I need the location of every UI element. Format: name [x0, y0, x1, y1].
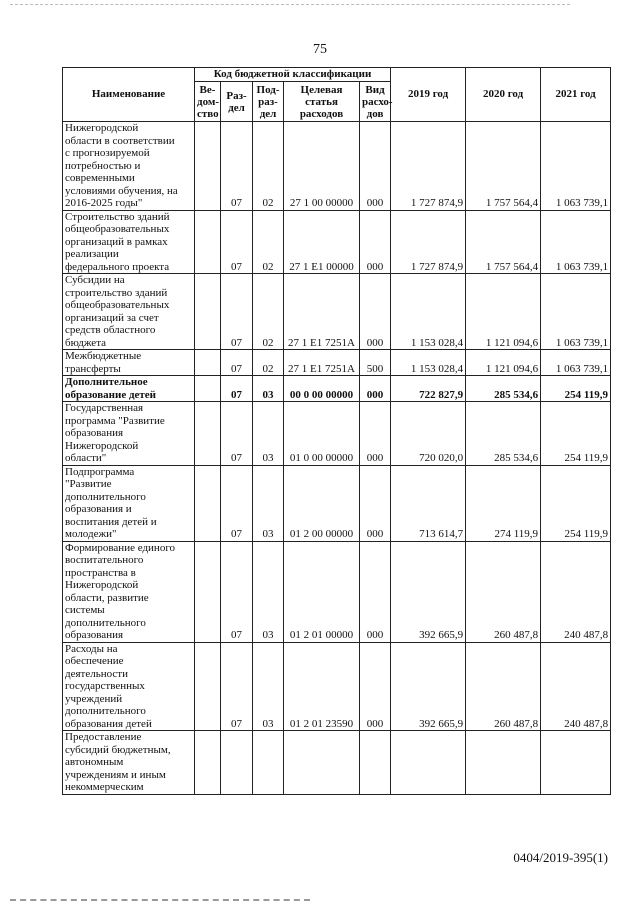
header-2020: 2020 год [466, 68, 541, 122]
header-2019: 2019 год [391, 68, 466, 122]
cell-razdel: 07 [221, 642, 253, 731]
cell-2021: 254 119,9 [541, 402, 611, 466]
cell-name: Предоставление субсидий бюджетным, автономным учреждениям и иным некоммерческим [63, 731, 195, 795]
cell-podrazdel: 02 [253, 274, 284, 350]
cell-target: 27 1 Е1 7251А [284, 350, 360, 376]
cell-2019: 1 153 028,4 [391, 274, 466, 350]
cell-name: Субсидии на строительство зданий общеобразовательных организаций за счет средств областного бюджета [63, 274, 195, 350]
cell-2019: 720 020,0 [391, 402, 466, 466]
scan-artifact-top [10, 4, 570, 5]
cell-name: Государственная программа "Развитие образования Нижегородской области" [63, 402, 195, 466]
cell-podrazdel: 03 [253, 642, 284, 731]
cell-2021 [541, 731, 611, 795]
cell-podrazdel: 02 [253, 350, 284, 376]
cell-vid: 000 [360, 541, 391, 642]
cell-vedomstvo [195, 210, 221, 274]
cell-vedomstvo [195, 274, 221, 350]
cell-2021: 254 119,9 [541, 465, 611, 541]
cell-2021: 1 063 739,1 [541, 274, 611, 350]
cell-2021: 1 063 739,1 [541, 210, 611, 274]
cell-podrazdel: 03 [253, 376, 284, 402]
cell-name: Нижегородской области в соответствии с прогнозируемой потребностью и современными условиями обучения, на 2016-2025 годы" [63, 122, 195, 211]
cell-2020: 285 534,6 [466, 376, 541, 402]
header-2021: 2021 год [541, 68, 611, 122]
cell-2020: 1 121 094,6 [466, 350, 541, 376]
table-row [63, 465, 611, 541]
cell-razdel: 07 [221, 402, 253, 466]
cell-vedomstvo [195, 642, 221, 731]
cell-razdel: 07 [221, 274, 253, 350]
cell-2021: 1 063 739,1 [541, 350, 611, 376]
cell-2019: 713 614,7 [391, 465, 466, 541]
cell-vedomstvo [195, 541, 221, 642]
cell-vid: 000 [360, 642, 391, 731]
cell-2019 [391, 731, 466, 795]
cell-target [284, 731, 360, 795]
budget-table [62, 67, 611, 795]
cell-target: 01 2 01 00000 [284, 541, 360, 642]
cell-target: 27 1 Е1 00000 [284, 210, 360, 274]
header-podrazdel: Под- раз- дел [253, 82, 284, 122]
table-row [63, 541, 611, 642]
cell-vid: 500 [360, 350, 391, 376]
document-code: 0404/2019-395(1) [513, 850, 608, 865]
cell-razdel: 07 [221, 465, 253, 541]
cell-2020: 285 534,6 [466, 402, 541, 466]
header-vid: Вид расхо- дов [360, 82, 391, 122]
table-row [63, 210, 611, 274]
cell-vid: 000 [360, 402, 391, 466]
cell-razdel: 07 [221, 350, 253, 376]
cell-razdel: 07 [221, 541, 253, 642]
cell-vid: 000 [360, 376, 391, 402]
table-row [63, 642, 611, 731]
cell-vid [360, 731, 391, 795]
cell-2019: 722 827,9 [391, 376, 466, 402]
cell-target: 01 2 01 23590 [284, 642, 360, 731]
cell-vedomstvo [195, 376, 221, 402]
cell-podrazdel [253, 731, 284, 795]
cell-vid: 000 [360, 122, 391, 211]
cell-razdel [221, 731, 253, 795]
table-row [63, 402, 611, 466]
header-razdel: Раз- дел [221, 82, 253, 122]
cell-vedomstvo [195, 731, 221, 795]
cell-target: 27 1 00 00000 [284, 122, 360, 211]
cell-2020: 1 757 564,4 [466, 122, 541, 211]
cell-target: 01 0 00 00000 [284, 402, 360, 466]
cell-name: Подпрограмма "Развитие дополнительного образования и воспитания детей и молодежи" [63, 465, 195, 541]
table-row [63, 731, 611, 795]
cell-podrazdel: 03 [253, 541, 284, 642]
cell-2019: 392 665,9 [391, 541, 466, 642]
cell-2020: 260 487,8 [466, 642, 541, 731]
cell-vedomstvo [195, 402, 221, 466]
cell-2020: 260 487,8 [466, 541, 541, 642]
cell-name: Дополнительное образование детей [63, 376, 195, 402]
cell-razdel: 07 [221, 210, 253, 274]
cell-vid: 000 [360, 465, 391, 541]
cell-2021: 1 063 739,1 [541, 122, 611, 211]
cell-target: 00 0 00 00000 [284, 376, 360, 402]
cell-2020 [466, 731, 541, 795]
table-row [63, 350, 611, 376]
cell-2019: 392 665,9 [391, 642, 466, 731]
header-code-group: Код бюджетной классификации [195, 68, 391, 82]
cell-2021: 254 119,9 [541, 376, 611, 402]
cell-2020: 274 119,9 [466, 465, 541, 541]
cell-vedomstvo [195, 350, 221, 376]
cell-name: Межбюджетные трансферты [63, 350, 195, 376]
cell-vid: 000 [360, 210, 391, 274]
table-body [63, 122, 611, 795]
cell-podrazdel: 02 [253, 210, 284, 274]
cell-podrazdel: 02 [253, 122, 284, 211]
cell-name: Строительство зданий общеобразовательных организаций в рамках реализации федерального проекта [63, 210, 195, 274]
table-row [63, 122, 611, 211]
cell-podrazdel: 03 [253, 402, 284, 466]
table-row [63, 274, 611, 350]
cell-podrazdel: 03 [253, 465, 284, 541]
cell-name: Расходы на обеспечение деятельности государственных учреждений дополнительного образования детей [63, 642, 195, 731]
cell-2019: 1 727 874,9 [391, 210, 466, 274]
header-vedomstvo: Ве- дом- ство [195, 82, 221, 122]
cell-razdel: 07 [221, 122, 253, 211]
cell-vedomstvo [195, 465, 221, 541]
cell-razdel: 07 [221, 376, 253, 402]
cell-vedomstvo [195, 122, 221, 211]
cell-vid: 000 [360, 274, 391, 350]
scan-artifact-bottom [10, 899, 310, 901]
cell-2020: 1 121 094,6 [466, 274, 541, 350]
cell-target: 01 2 00 00000 [284, 465, 360, 541]
cell-2020: 1 757 564,4 [466, 210, 541, 274]
cell-2021: 240 487,8 [541, 541, 611, 642]
header-target: Целевая статья расходов [284, 82, 360, 122]
header-name: Наименование [63, 68, 195, 122]
cell-2019: 1 727 874,9 [391, 122, 466, 211]
cell-name: Формирование единого воспитательного пространства в Нижегородской области, развитие системы дополнительного образования [63, 541, 195, 642]
cell-2019: 1 153 028,4 [391, 350, 466, 376]
page-number: 75 [313, 42, 327, 57]
table-row [63, 376, 611, 402]
cell-2021: 240 487,8 [541, 642, 611, 731]
cell-target: 27 1 Е1 7251А [284, 274, 360, 350]
